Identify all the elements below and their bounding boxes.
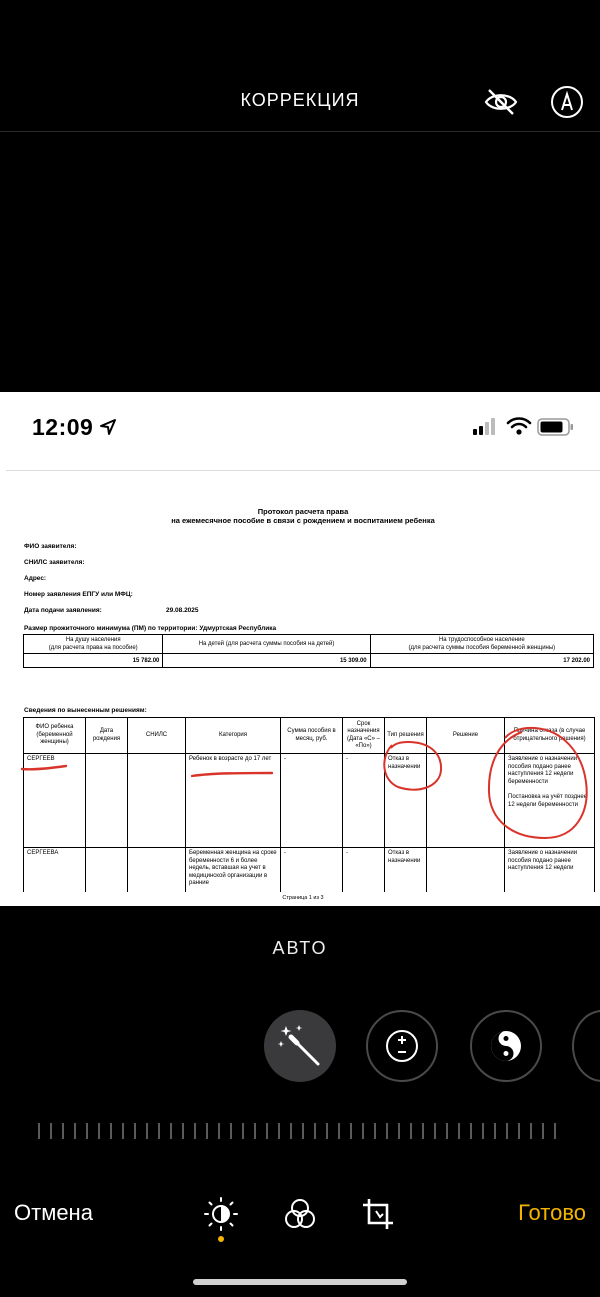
- photo-preview[interactable]: [0, 392, 600, 906]
- field-applicant-name: ФИО заявителя:: [24, 543, 77, 550]
- adjustment-mode-label: АВТО: [272, 938, 328, 958]
- eye-slash-icon[interactable]: [483, 86, 519, 118]
- document-title: Протокол расчета права на ежемесячное пособие в связи с рождением и воспитанием ребенка: [171, 507, 435, 525]
- exposure-icon: [368, 1012, 436, 1080]
- adjustment-dial[interactable]: [38, 1120, 562, 1142]
- document-page: [6, 470, 600, 906]
- col-birth: Дата рождения: [86, 718, 128, 754]
- field-application-date: Дата подачи заявления: 29.08.2025: [24, 607, 199, 614]
- col-snils: СНИЛС: [128, 718, 186, 754]
- table-row: СЕРГЕЕВ Ребенок в возрасте до 17 лет - - Отказ в назначении Заявление о назначении пособия подано ранее наступления 12 недели беременности Постановка на учёт позднее 12 недели беременности: [24, 754, 595, 848]
- pm-header-children: На детей (для расчета суммы пособия на детей): [163, 635, 370, 654]
- exposure-button[interactable]: [366, 1010, 438, 1082]
- pm-value-working: 17 202.00: [370, 654, 593, 668]
- pm-header-per-capita: На душу населения (для расчета права на пособие): [24, 635, 163, 654]
- cell-signal-icon: [472, 416, 500, 436]
- table-row: СЕРГЕЕВА Беременная женщина на сроке беременности 6 и более недель, вставшая на учет в медицинской организации в ранние - - Отказ в назначении Заявление о назначении пособия подано ранее наступления 12 недели: [24, 848, 595, 892]
- pm-label: Размер прожиточного минимума (ПМ) по территории: Удмуртская Республика: [24, 625, 277, 632]
- magic-wand-icon: [264, 1010, 336, 1082]
- pm-header-working: На трудоспособное население (для расчета суммы пособия беременной женщины): [370, 635, 593, 654]
- pm-value-children: 15 309.00: [163, 654, 370, 668]
- adjust-tab-icon[interactable]: [203, 1196, 239, 1232]
- brilliance-button[interactable]: [470, 1010, 542, 1082]
- battery-icon: [537, 418, 575, 436]
- decisions-label: Сведения по вынесенным решениям:: [24, 707, 147, 714]
- subsistence-minimum-table: [23, 634, 594, 668]
- col-amount: Сумма пособия в месяц, руб.: [281, 718, 343, 754]
- status-time: 12:09: [32, 414, 94, 440]
- active-tab-indicator: [218, 1236, 224, 1242]
- phone-status-bar: [0, 392, 600, 466]
- location-arrow-icon: [98, 417, 118, 437]
- crop-tab-icon[interactable]: [360, 1196, 396, 1232]
- filters-tab-icon[interactable]: [282, 1196, 318, 1232]
- next-tool-button[interactable]: [572, 1010, 600, 1082]
- wifi-icon: [506, 416, 532, 436]
- home-indicator[interactable]: [193, 1279, 407, 1285]
- col-type: Тип решения: [385, 718, 427, 754]
- col-decision: Решение: [427, 718, 505, 754]
- field-address: Адрес:: [24, 575, 47, 582]
- col-category: Категория: [186, 718, 281, 754]
- decisions-table: [23, 717, 595, 892]
- field-application-number: Номер заявления ЕПГУ или МФЦ:: [24, 591, 133, 598]
- pm-value-per-capita: 15 782.00: [24, 654, 163, 668]
- col-period: Срок назначения (Дата «С» – «По»): [343, 718, 385, 754]
- markup-pen-icon[interactable]: [550, 85, 584, 119]
- col-name: ФИО ребенка (беременной женщины): [24, 718, 86, 754]
- editor-header: [0, 0, 600, 132]
- brilliance-icon: [472, 1012, 540, 1080]
- cancel-button[interactable]: Отмена: [14, 1200, 93, 1225]
- col-reason: Причина отказа (в случае отрицательного решения): [505, 718, 595, 754]
- page-title: КОРРЕКЦИЯ: [240, 90, 360, 110]
- done-button[interactable]: Готово: [518, 1200, 586, 1225]
- auto-enhance-button[interactable]: [264, 1010, 336, 1082]
- page-number: Страница 1 из 3: [282, 895, 324, 901]
- field-applicant-snils: СНИЛС заявителя:: [24, 559, 85, 566]
